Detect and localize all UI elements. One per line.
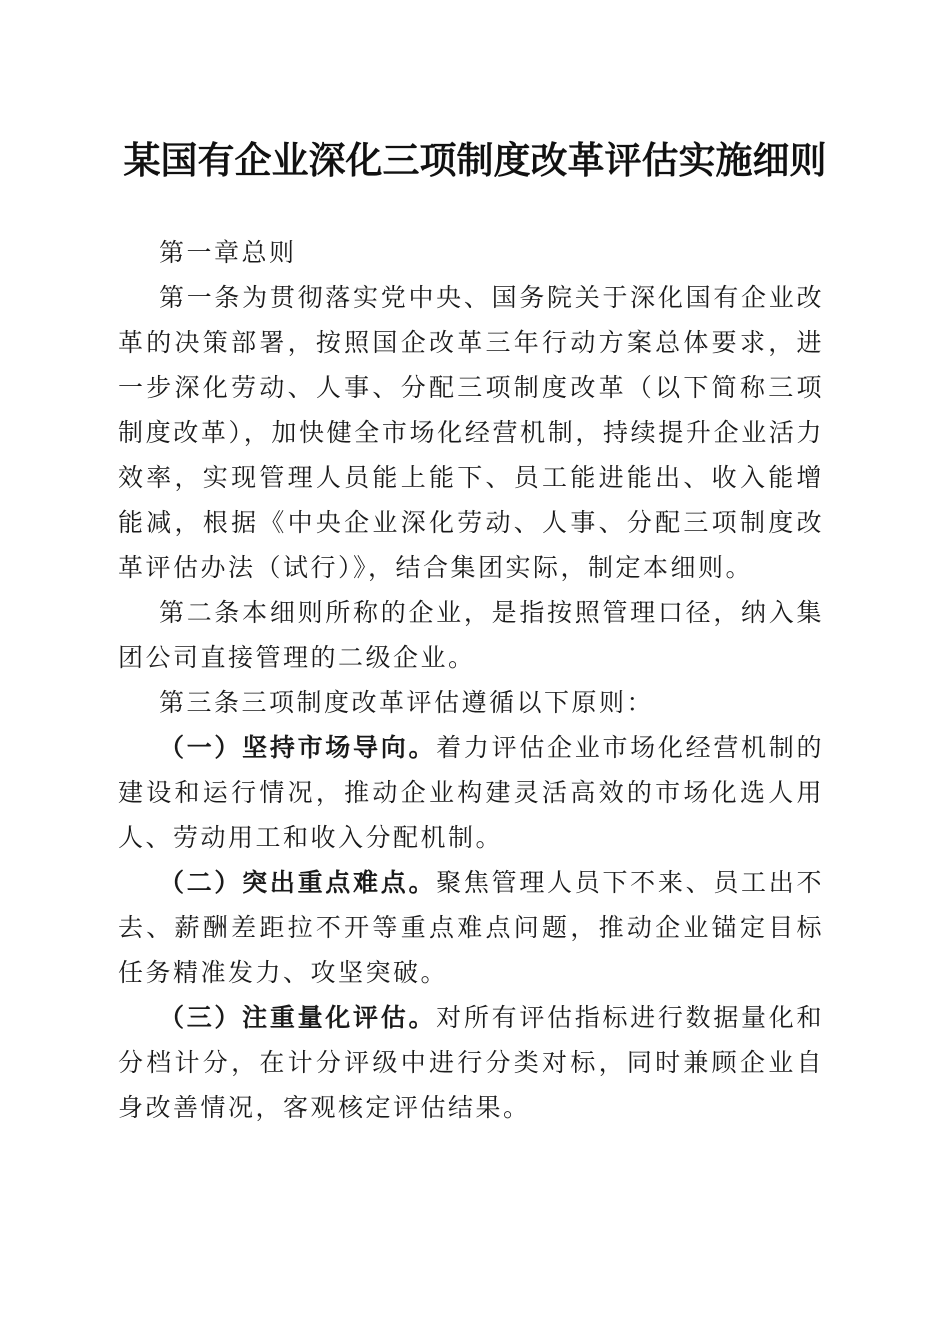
document-body <box>118 230 824 1130</box>
principle-1 <box>118 725 824 860</box>
principle-heading: （三）注重量化评估。 <box>159 1003 437 1032</box>
principle-heading: （二）突出重点难点。 <box>159 868 437 897</box>
chapter-heading: 第一章总则 <box>159 238 297 267</box>
principle-text: 着力评估企业市场化经营机制的建设和运行情况，推动企业构建灵活高效的市场化选人用人、劳动用工和收入分配机制。 <box>118 733 824 852</box>
document-title: 某国有企业深化三项制度改革评估实施细则 <box>123 138 827 182</box>
principle-text: 对所有评估指标进行数据量化和分档计分，在计分评级中进行分类对标，同时兼顾企业自身改善情况，客观核定评估结果。 <box>118 1003 824 1122</box>
principle-3 <box>118 995 824 1130</box>
article-3: 第三条三项制度改革评估遵循以下原则： <box>159 688 655 717</box>
principle-2 <box>118 860 824 995</box>
principle-text: 聚焦管理人员下不来、员工出不去、薪酬差距拉不开等重点难点问题，推动企业锚定目标任务精准发力、攻坚突破。 <box>118 868 824 987</box>
article-2: 第二条本细则所称的企业，是指按照管理口径，纳入集团公司直接管理的二级企业。 <box>118 598 824 672</box>
principle-heading: （一）坚持市场导向。 <box>159 733 437 762</box>
article-1: 第一条为贯彻落实党中央、国务院关于深化国有企业改革的决策部署，按照国企改革三年行动方案总体要求，进一步深化劳动、人事、分配三项制度改革（以下简称三项制度改革），加快健全市场化经营机制，持续提升企业活力效率，实现管理人员能上能下、员工能进能出、收入能增能减，根据《中央企业深化劳动、人事、分配三项制度改革评估办法（试行）》，结合集团实际，制定本细则。 <box>118 283 824 582</box>
